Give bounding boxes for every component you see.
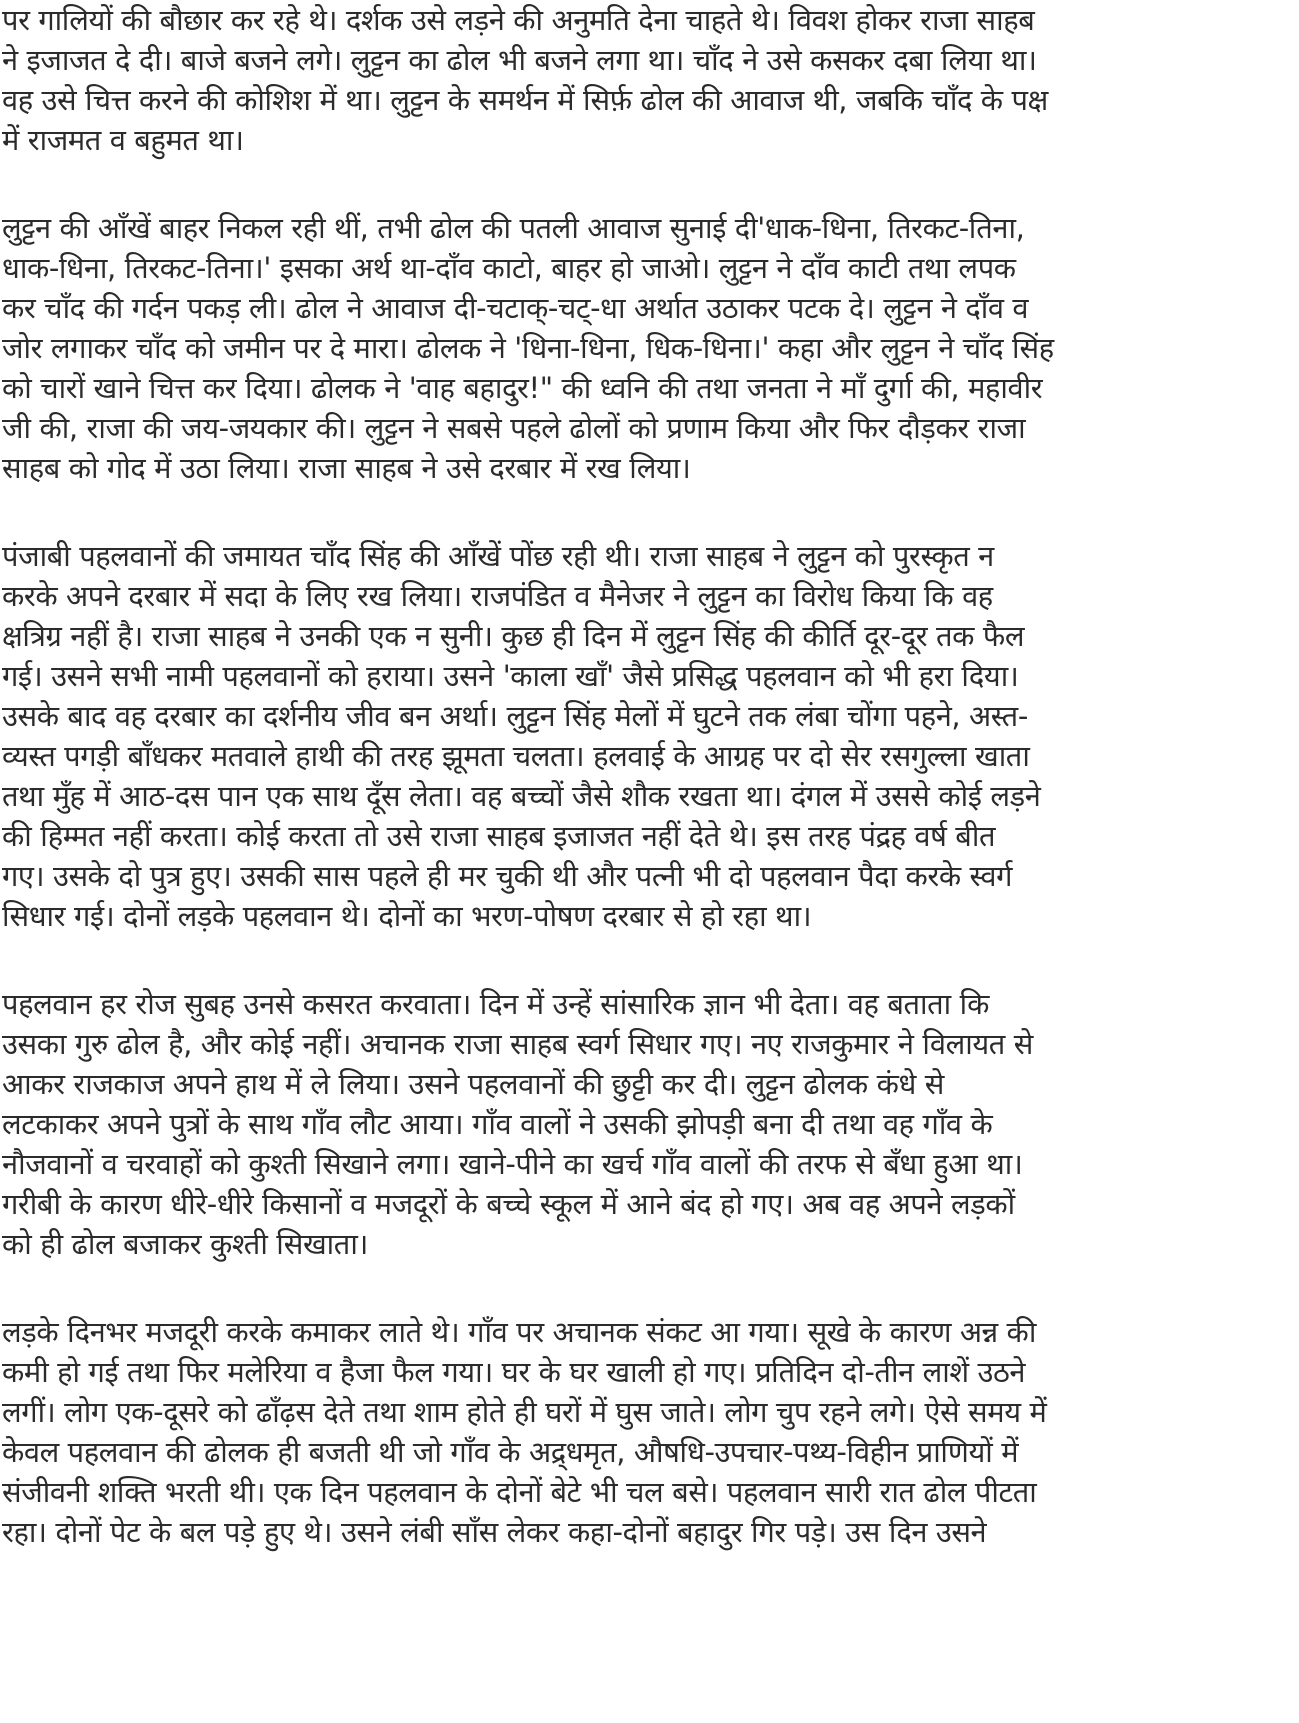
text-line: को चारों खाने चित्त कर दिया। ढोलक ने 'वाह बहादुर!" की ध्वनि की तथा जनता ने माँ दुर्गा की, महावीर (2, 371, 1043, 405)
text-line: गई। उसने सभी नामी पहलवानों को हराया। उसने 'काला खाँ' जैसे प्रसिद्ध पहलवान को भी हरा दिया। (2, 659, 1019, 693)
paragraph-3 (2, 536, 1295, 936)
paragraph-gap (2, 1264, 1295, 1312)
text-line: गरीबी के कारण धीरे-धीरे किसानों व मजदूरों के बच्चे स्कूल में आने बंद हो गए। अब वह अपने लड़कों (2, 1187, 1015, 1221)
text-line: पंजाबी पहलवानों की जमायत चाँद सिंह की आँखें पोंछ रही थी। राजा साहब ने लुट्टन को पुरस्कृत न (2, 539, 994, 573)
text-line: वह उसे चित्त करने की कोशिश में था। लुट्टन के समर्थन में सिर्फ़ ढोल की आवाज थी, जबकि चाँद के पक्ष (2, 83, 1048, 117)
text-line: जोर लगाकर चाँद को जमीन पर दे मारा। ढोलक ने 'धिना-धिना, धिक-धिना।' कहा और लुट्टन ने चाँद सिंह (2, 331, 1054, 365)
text-line: संजीवनी शक्ति भरती थी। एक दिन पहलवान के दोनों बेटे भी चल बसे। पहलवान सारी रात ढोल पीटता (2, 1475, 1037, 1509)
text-line: को ही ढोल बजाकर कुश्ती सिखाता। (2, 1227, 369, 1261)
text-line: उसका गुरु ढोल है, और कोई नहीं। अचानक राजा साहब स्वर्ग सिधार गए। नए राजकुमार ने विलायत से (2, 1027, 1033, 1061)
text-line: आकर राजकाज अपने हाथ में ले लिया। उसने पहलवानों की छुट्टी कर दी। लुट्टन ढोलक कंधे से (2, 1067, 944, 1101)
paragraph-gap (2, 488, 1295, 536)
text-line: उसके बाद वह दरबार का दर्शनीय जीव बन अर्था। लुट्टन सिंह मेलों में घुटने तक लंबा चोंगा पहने, अस्त- (2, 699, 1028, 733)
text-line: लटकाकर अपने पुत्रों के साथ गाँव लौट आया। गाँव वालों ने उसकी झोपड़ी बना दी तथा वह गाँव के (2, 1107, 993, 1141)
text-line: धाक-धिना, तिरकट-तिना।' इसका अर्थ था-दाँव काटो, बाहर हो जाओ। लुट्टन ने दाँव काटी तथा लपक (2, 251, 1016, 285)
text-line: पहलवान हर रोज सुबह उनसे कसरत करवाता। दिन में उन्हें सांसारिक ज्ञान भी देता। वह बताता कि (2, 987, 989, 1021)
text-line: नौजवानों व चरवाहों को कुश्ती सिखाने लगा। खाने-पीने का खर्च गाँव वालों की तरफ से बँधा हुआ था। (2, 1147, 1023, 1181)
text-line: लुट्टन की आँखें बाहर निकल रही थीं, तभी ढोल की पतली आवाज सुनाई दी'धाक-धिना, तिरकट-तिना, (2, 211, 1025, 245)
paragraph-2 (2, 208, 1295, 488)
text-line: लड़के दिनभर मजदूरी करके कमाकर लाते थे। गाँव पर अचानक संकट आ गया। सूखे के कारण अन्न की (2, 1315, 1036, 1349)
text-line: करके अपने दरबार में सदा के लिए रख लिया। राजपंडित व मैनेजर ने लुट्टन का विरोध किया कि वह (2, 579, 993, 613)
text-line: गए। उसके दो पुत्र हुए। उसकी सास पहले ही मर चुकी थी और पत्नी भी दो पहलवान पैदा करके स्वर्ग (2, 859, 1013, 893)
text-line: कमी हो गई तथा फिर मलेरिया व हैजा फैल गया। घर के घर खाली हो गए। प्रतिदिन दो-तीन लाशें उठने (2, 1355, 1026, 1389)
text-line: ने इजाजत दे दी। बाजे बजने लगे। लुट्टन का ढोल भी बजने लगा था। चाँद ने उसे कसकर दबा लिया था। (2, 43, 1037, 77)
text-line: साहब को गोद में उठा लिया। राजा साहब ने उसे दरबार में रख लिया। (2, 451, 691, 485)
text-line: लगीं। लोग एक-दूसरे को ढाँढ़स देते तथा शाम होते ही घरों में घुस जाते। लोग चुप रहने लगे। ऐसे समय में (2, 1395, 1047, 1429)
text-line: की हिम्मत नहीं करता। कोई करता तो उसे राजा साहब इजाजत नहीं देते थे। इस तरह पंद्रह वर्ष बीत (2, 819, 996, 853)
paragraph-4 (2, 984, 1295, 1264)
text-line: जी की, राजा की जय-जयकार की। लुट्टन ने सबसे पहले ढोलों को प्रणाम किया और फिर दौड़कर राजा (2, 411, 1026, 445)
paragraph-gap (2, 936, 1295, 984)
text-line: में राजमत व बहुमत था। (2, 123, 244, 157)
paragraph-gap (2, 160, 1295, 208)
text-line: सिधार गई। दोनों लड़के पहलवान थे। दोनों का भरण-पोषण दरबार से हो रहा था। (2, 899, 812, 933)
text-line: तथा मुँह में आठ-दस पान एक साथ दूँस लेता। वह बच्चों जैसे शौक रखता था। दंगल में उससे कोई लड़ने (2, 779, 1041, 813)
text-line: क्षत्रिग्र नहीं है। राजा साहब ने उनकी एक न सुनी। कुछ ही दिन में लुट्टन सिंह की कीर्ति दूर-दूर तक फैल (2, 619, 1025, 653)
text-line: पर गालियों की बौछार कर रहे थे। दर्शक उसे लड़ने की अनुमति देना चाहते थे। विवश होकर राजा साहब (2, 3, 1035, 37)
text-line: व्यस्त पगड़ी बाँधकर मतवाले हाथी की तरह झूमता चलता। हलवाई के आग्रह पर दो सेर रसगुल्ला खाता (2, 739, 1030, 773)
text-line: रहा। दोनों पेट के बल पड़े हुए थे। उसने लंबी साँस लेकर कहा-दोनों बहादुर गिर पड़े। उस दिन उसने (2, 1515, 987, 1549)
paragraph-1 (2, 0, 1295, 160)
text-line: केवल पहलवान की ढोलक ही बजती थी जो गाँव के अद्र्धमृत, औषधि-उपचार-पथ्य-विहीन प्राणियों में (2, 1435, 1019, 1469)
paragraph-5 (2, 1312, 1295, 1552)
text-line: कर चाँद की गर्दन पकड़ ली। ढोल ने आवाज दी-चटाक्-चट्-धा अर्थात उठाकर पटक दे। लुट्टन ने दाँव व (2, 291, 1029, 325)
